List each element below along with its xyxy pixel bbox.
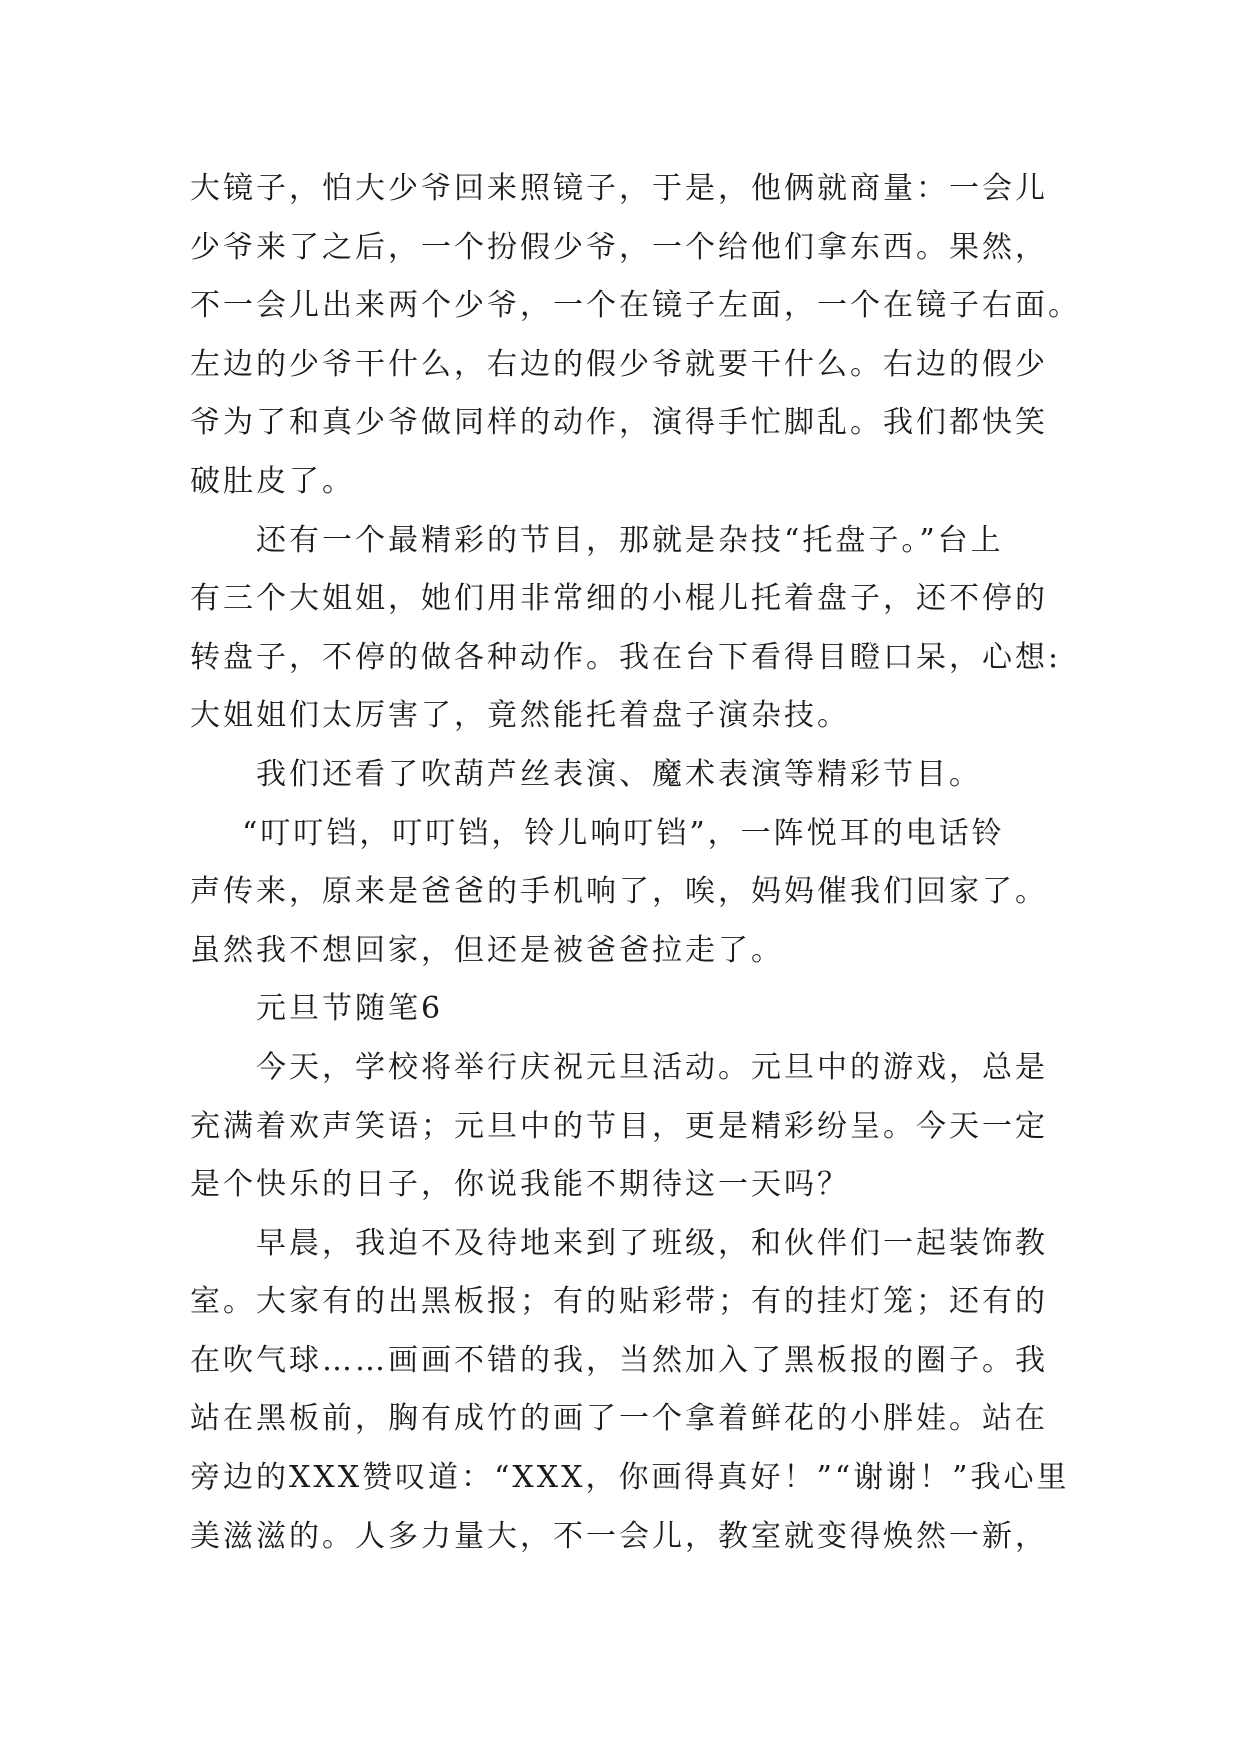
text-line: 美滋滋的。人多力量大，不一会儿，教室就变得焕然一新， <box>190 1518 1048 1554</box>
text-line: 有三个大姐姐，她们用非常细的小棍儿托着盘子，还不停的 <box>190 581 1048 617</box>
paragraph-start-line: “叮叮铛，叮叮铛，铃儿响叮铛”，一阵悦耳的电话铃 <box>242 815 1005 851</box>
text-line: 爷为了和真少爷做同样的动作，演得手忙脚乱。我们都快笑 <box>190 405 1048 441</box>
text-line: 声传来，原来是爸爸的手机响了，唉，妈妈催我们回家了。 <box>190 874 1048 910</box>
document-body <box>190 160 1081 1566</box>
text-line: 虽然我不想回家，但还是被爸爸拉走了。 <box>190 932 784 968</box>
paragraph-start-line: 还有一个最精彩的节目，那就是杂技“托盘子。”台上 <box>256 522 1004 558</box>
text-line: 破肚皮了。 <box>190 463 355 499</box>
text-line: 旁边的XXX赞叹道：“XXX，你画得真好！”“谢谢！”我心里 <box>190 1460 1070 1496</box>
text-line: 充满着欢声笑语；元旦中的节目，更是精彩纷呈。今天一定 <box>190 1108 1048 1144</box>
text-line: 左边的少爷干什么，右边的假少爷就要干什么。右边的假少 <box>190 346 1048 382</box>
text-line: 室。大家有的出黑板报；有的贴彩带；有的挂灯笼；还有的 <box>190 1284 1048 1320</box>
text-line: 大姐姐们太厉害了，竟然能托着盘子演杂技。 <box>190 698 850 734</box>
text-line: 是个快乐的日子，你说我能不期待这一天吗？ <box>190 1167 850 1203</box>
text-line: 大镜子，怕大少爷回来照镜子，于是，他俩就商量：一会儿 <box>190 171 1048 206</box>
paragraph-start-line: 早晨，我迫不及待地来到了班级，和伙伴们一起装饰教 <box>256 1225 1048 1261</box>
text-line: 少爷来了之后，一个扮假少爷，一个给他们拿东西。果然， <box>190 229 1048 265</box>
section-heading: 元旦节随笔6 <box>256 991 444 1027</box>
text-line: 转盘子，不停的做各种动作。我在台下看得目瞪口呆，心想: <box>190 639 1062 675</box>
text-line: 站在黑板前，胸有成竹的画了一个拿着鲜花的小胖娃。站在 <box>190 1401 1048 1437</box>
paragraph-start-line: 我们还看了吹葫芦丝表演、魔术表演等精彩节目。 <box>256 756 982 792</box>
paragraph-start-line: 今天，学校将举行庆祝元旦活动。元旦中的游戏，总是 <box>256 1049 1048 1085</box>
text-line: 不一会儿出来两个少爷，一个在镜子左面，一个在镜子右面。 <box>190 288 1081 324</box>
text-line: 在吹气球……画画不错的我，当然加入了黑板报的圈子。我 <box>190 1342 1048 1378</box>
